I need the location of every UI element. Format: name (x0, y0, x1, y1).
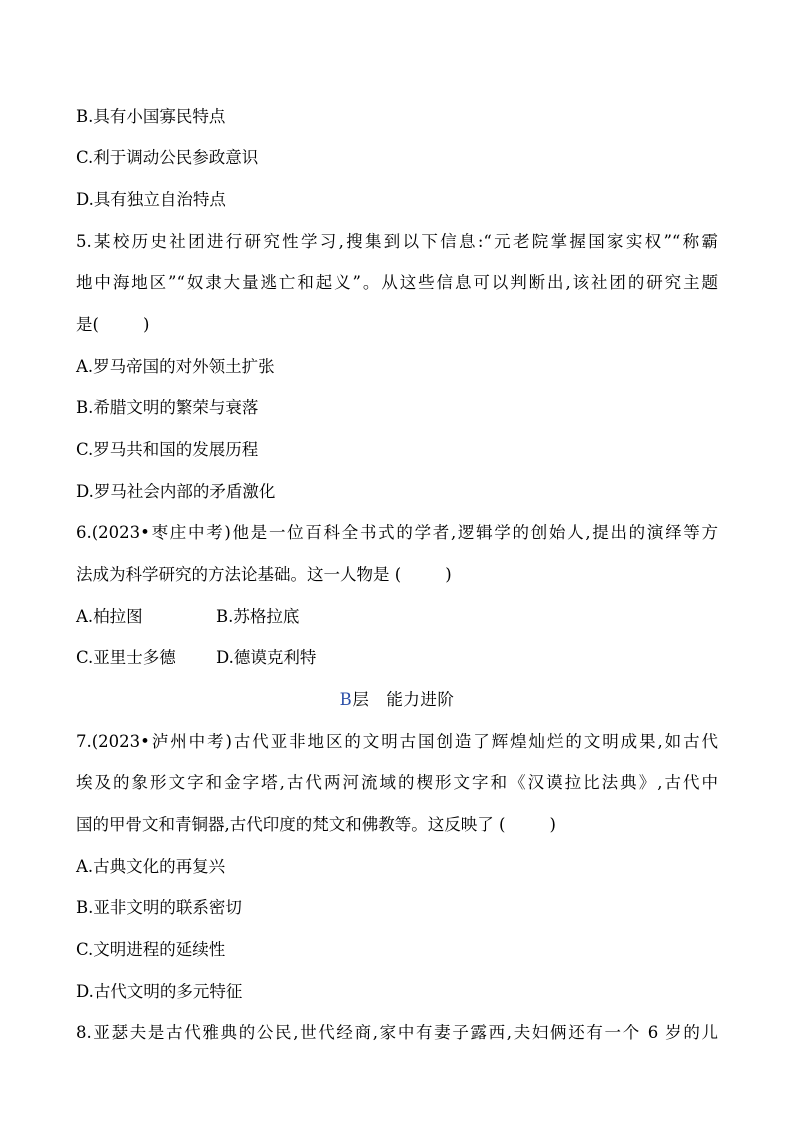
q5-stem-prefix: 是( (76, 315, 99, 334)
q7-stem-suffix: ) (549, 815, 556, 834)
q6-stem-line2 (76, 564, 452, 586)
q6-option-b: B.苏格拉底 (216, 607, 300, 626)
q6-stem-suffix: ) (445, 565, 452, 584)
section-level: B (339, 690, 353, 709)
q8-stem-line1: 8.亚瑟夫是古代雅典的公民,世代经商,家中有妻子露西,夫妇俩还有一个 6 岁的儿 (76, 1023, 718, 1042)
q6-option-a: A.柏拉图 (76, 607, 143, 626)
q5-option-b: B.希腊文明的繁荣与衰落 (76, 398, 259, 417)
q6-option-c: C.亚里士多德 (76, 648, 176, 667)
q5-stem-line1: 5.某校历史社团进行研究性学习,搜集到以下信息:“元老院掌握国家实权”“称霸 (76, 232, 718, 251)
q7-stem-prefix: 国的甲骨文和青铜器,古代印度的梵文和佛教等。这反映了 ( (76, 815, 506, 834)
q7-stem-line3 (76, 814, 556, 836)
q5-stem-line3 (76, 314, 149, 336)
q6-options-row2 (76, 647, 317, 669)
q7-stem-line2: 埃及的象形文字和金字塔,古代两河流域的楔形文字和《汉谟拉比法典》,古代中 (76, 773, 718, 792)
q7-option-c: C.文明进程的延续性 (76, 940, 226, 959)
section-heading (0, 689, 794, 711)
q6-stem-line1: 6.(2023•枣庄中考)他是一位百科全书式的学者,逻辑学的创始人,提出的演绎等方 (76, 523, 718, 542)
q7-option-d: D.古代文明的多元特征 (76, 982, 243, 1001)
q5-stem-suffix: ) (142, 315, 150, 334)
q6-option-d: D.德谟克利特 (216, 648, 317, 667)
q5-option-c: C.罗马共和国的发展历程 (76, 440, 259, 459)
q6-options-row1 (76, 606, 300, 628)
q6-stem-prefix: 法成为科学研究的方法论基础。这一人物是 ( (76, 565, 402, 584)
q7-option-b: B.亚非文明的联系密切 (76, 898, 242, 917)
section-title: 层 能力进阶 (352, 690, 455, 709)
q5-stem-line2: 地中海地区”“奴隶大量逃亡和起义”。从这些信息可以判断出,该社团的研究主题 (76, 273, 718, 292)
q4-option-b: B.具有小国寡民特点 (76, 107, 226, 126)
q4-option-c: C.利于调动公民参政意识 (76, 148, 259, 167)
q4-option-d: D.具有独立自治特点 (76, 190, 226, 209)
q7-stem-line1: 7.(2023•泸州中考)古代亚非地区的文明古国创造了辉煌灿烂的文明成果,如古代 (76, 732, 718, 751)
q7-option-a: A.古典文化的再复兴 (76, 857, 226, 876)
q5-option-a: A.罗马帝国的对外领土扩张 (76, 357, 275, 376)
q5-option-d: D.罗马社会内部的矛盾激化 (76, 482, 276, 501)
